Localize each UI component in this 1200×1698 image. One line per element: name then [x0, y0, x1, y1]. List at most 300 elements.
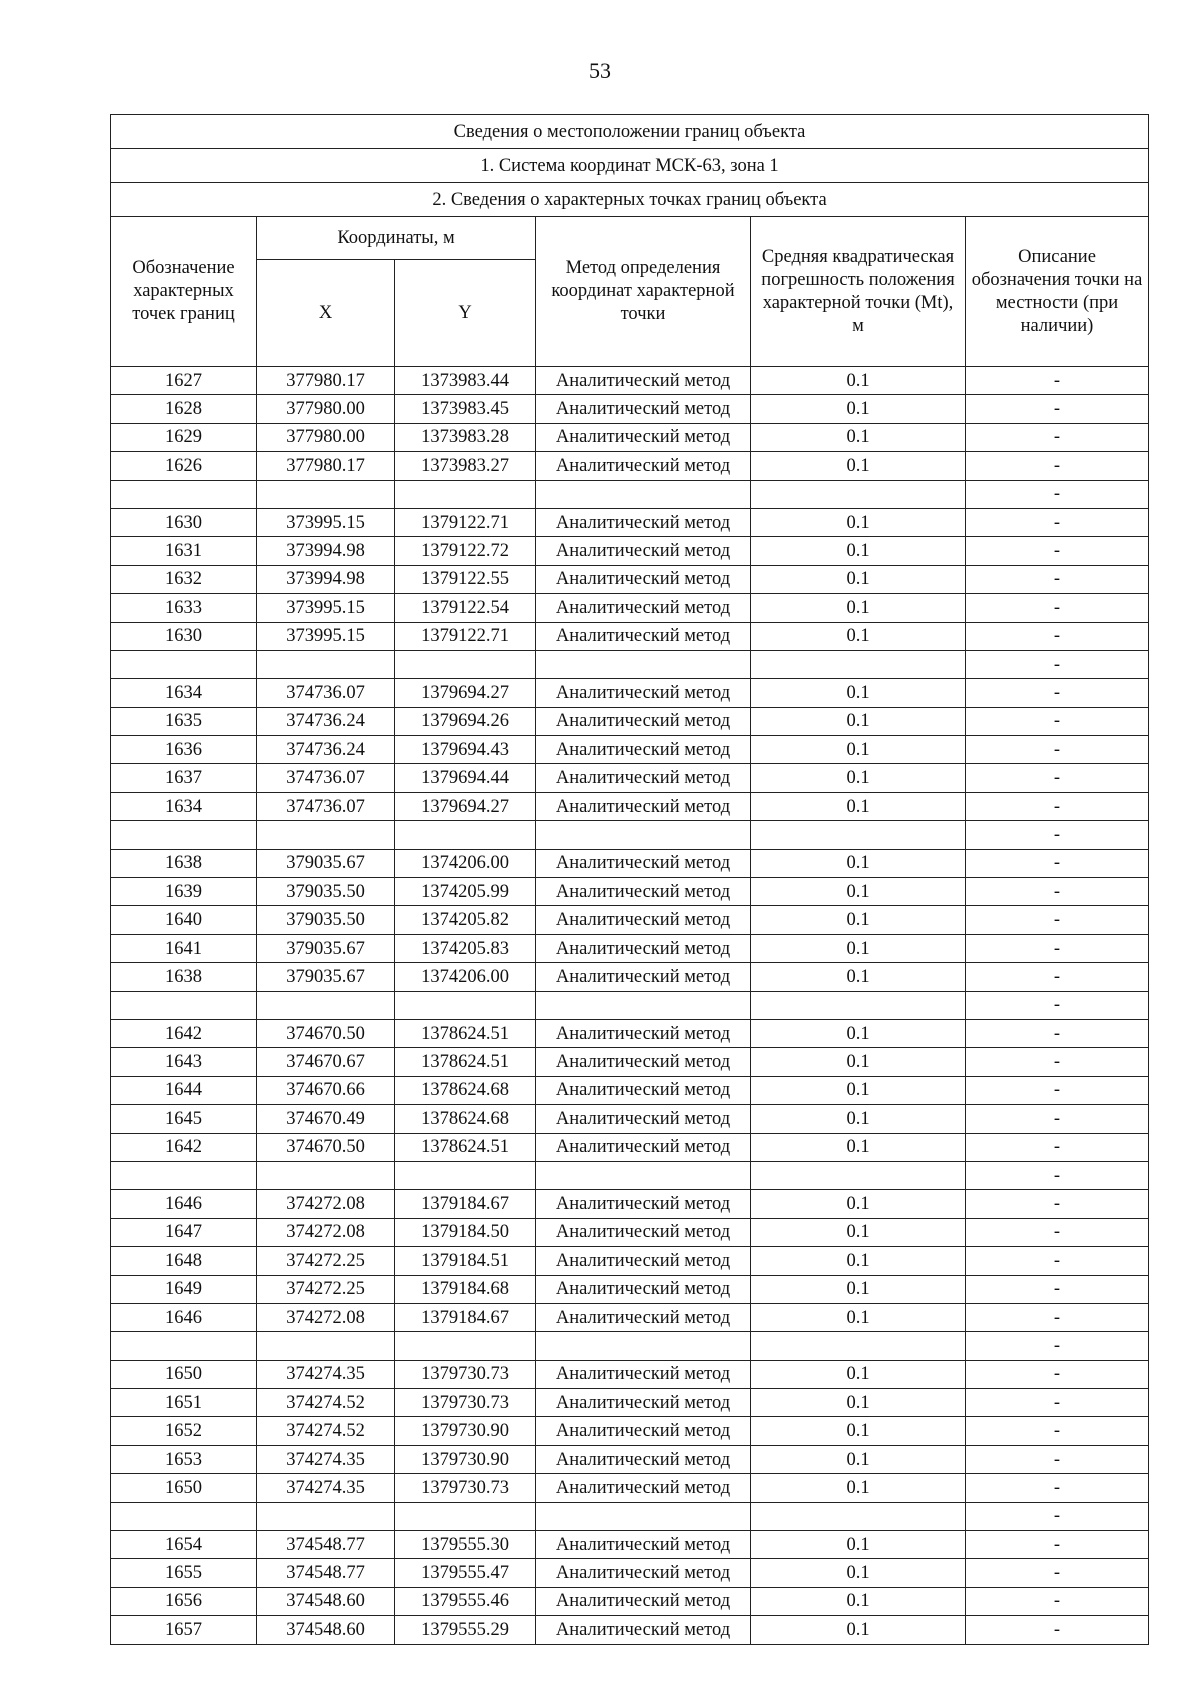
cell-x: 374670.50	[257, 1019, 395, 1047]
cell-mt: 0.1	[751, 764, 966, 792]
cell-method: Аналитический метод	[536, 1531, 751, 1559]
table-row	[111, 1247, 1149, 1275]
cell-method: Аналитический метод	[536, 537, 751, 565]
cell-description: -	[966, 1587, 1149, 1615]
cell-method: Аналитический метод	[536, 594, 751, 622]
cell-point: 1654	[111, 1531, 257, 1559]
table-row	[111, 395, 1149, 423]
cell-mt: 0.1	[751, 1105, 966, 1133]
cell-y: 1378624.51	[395, 1019, 536, 1047]
cell-x: 377980.17	[257, 367, 395, 395]
cell-mt: 0.1	[751, 1247, 966, 1275]
cell-y	[395, 991, 536, 1019]
cell-point: 1638	[111, 963, 257, 991]
cell-method: Аналитический метод	[536, 452, 751, 480]
cell-x	[257, 480, 395, 508]
cell-x: 374274.35	[257, 1360, 395, 1388]
table-row	[111, 594, 1149, 622]
cell-point: 1633	[111, 594, 257, 622]
table-row	[111, 622, 1149, 650]
cell-x: 374548.77	[257, 1531, 395, 1559]
cell-method: Аналитический метод	[536, 963, 751, 991]
cell-point: 1639	[111, 878, 257, 906]
cell-mt: 0.1	[751, 1019, 966, 1047]
cell-y: 1379694.43	[395, 736, 536, 764]
boundary-coordinates-table	[110, 114, 1149, 1645]
cell-point: 1637	[111, 764, 257, 792]
cell-point: 1656	[111, 1587, 257, 1615]
cell-y: 1379122.55	[395, 565, 536, 593]
cell-x: 377980.00	[257, 395, 395, 423]
cell-x: 374736.07	[257, 764, 395, 792]
cell-mt: 0.1	[751, 1531, 966, 1559]
table-row	[111, 1502, 1149, 1530]
cell-point	[111, 1161, 257, 1189]
cell-mt	[751, 650, 966, 678]
cell-method: Аналитический метод	[536, 1190, 751, 1218]
cell-x: 374548.60	[257, 1616, 395, 1644]
cell-point: 1657	[111, 1616, 257, 1644]
cell-y: 1379555.30	[395, 1531, 536, 1559]
table-row	[111, 1389, 1149, 1417]
cell-mt: 0.1	[751, 906, 966, 934]
cell-mt: 0.1	[751, 367, 966, 395]
cell-point: 1650	[111, 1360, 257, 1388]
cell-mt: 0.1	[751, 1275, 966, 1303]
cell-method	[536, 480, 751, 508]
header-coordinates: Координаты, м	[257, 217, 536, 260]
table-row	[111, 792, 1149, 820]
cell-mt: 0.1	[751, 1048, 966, 1076]
cell-y: 1379122.71	[395, 622, 536, 650]
table-row	[111, 537, 1149, 565]
cell-y: 1379184.67	[395, 1190, 536, 1218]
table-row	[111, 849, 1149, 877]
cell-description: -	[966, 1105, 1149, 1133]
cell-y: 1379555.47	[395, 1559, 536, 1587]
cell-point: 1646	[111, 1303, 257, 1331]
cell-x	[257, 821, 395, 849]
table-row	[111, 1218, 1149, 1246]
cell-method: Аналитический метод	[536, 764, 751, 792]
cell-method: Аналитический метод	[536, 622, 751, 650]
cell-description: -	[966, 480, 1149, 508]
cell-mt: 0.1	[751, 423, 966, 451]
cell-x: 373994.98	[257, 565, 395, 593]
cell-method: Аналитический метод	[536, 1417, 751, 1445]
header-x: X	[257, 260, 395, 367]
cell-mt: 0.1	[751, 1445, 966, 1473]
cell-mt: 0.1	[751, 1360, 966, 1388]
cell-description: -	[966, 1048, 1149, 1076]
cell-description: -	[966, 1332, 1149, 1360]
cell-mt	[751, 1502, 966, 1530]
cell-description: -	[966, 1502, 1149, 1530]
cell-x: 373995.15	[257, 622, 395, 650]
cell-mt	[751, 1332, 966, 1360]
cell-y: 1379694.26	[395, 707, 536, 735]
cell-method: Аналитический метод	[536, 1048, 751, 1076]
table-row	[111, 508, 1149, 536]
cell-point: 1626	[111, 452, 257, 480]
table-row	[111, 480, 1149, 508]
cell-method	[536, 1332, 751, 1360]
cell-point: 1629	[111, 423, 257, 451]
cell-mt: 0.1	[751, 1190, 966, 1218]
cell-y: 1374205.82	[395, 906, 536, 934]
cell-y: 1379730.73	[395, 1360, 536, 1388]
cell-x: 373994.98	[257, 537, 395, 565]
table-row	[111, 1105, 1149, 1133]
cell-description: -	[966, 622, 1149, 650]
table-row	[111, 423, 1149, 451]
cell-method	[536, 821, 751, 849]
cell-y	[395, 1502, 536, 1530]
cell-description: -	[966, 594, 1149, 622]
cell-x: 377980.17	[257, 452, 395, 480]
cell-description: -	[966, 934, 1149, 962]
cell-point: 1648	[111, 1247, 257, 1275]
table-row	[111, 1474, 1149, 1502]
cell-point: 1643	[111, 1048, 257, 1076]
cell-x: 374274.52	[257, 1389, 395, 1417]
cell-description: -	[966, 821, 1149, 849]
cell-y	[395, 650, 536, 678]
cell-description: -	[966, 1275, 1149, 1303]
table-row	[111, 821, 1149, 849]
cell-description: -	[966, 991, 1149, 1019]
cell-point: 1635	[111, 707, 257, 735]
cell-description: -	[966, 1218, 1149, 1246]
cell-x: 373995.15	[257, 594, 395, 622]
cell-y: 1379122.72	[395, 537, 536, 565]
table-body	[111, 367, 1149, 1645]
cell-y	[395, 480, 536, 508]
table-row	[111, 1531, 1149, 1559]
cell-method: Аналитический метод	[536, 1105, 751, 1133]
cell-method: Аналитический метод	[536, 679, 751, 707]
cell-point: 1649	[111, 1275, 257, 1303]
cell-point: 1627	[111, 367, 257, 395]
cell-description: -	[966, 1616, 1149, 1644]
cell-y: 1379694.27	[395, 679, 536, 707]
cell-method: Аналитический метод	[536, 1275, 751, 1303]
cell-x: 374736.07	[257, 679, 395, 707]
cell-y: 1378624.51	[395, 1048, 536, 1076]
cell-y: 1379122.71	[395, 508, 536, 536]
cell-mt: 0.1	[751, 707, 966, 735]
cell-method: Аналитический метод	[536, 906, 751, 934]
cell-point: 1644	[111, 1076, 257, 1104]
cell-point	[111, 991, 257, 1019]
page-number: 53	[589, 58, 611, 83]
cell-description: -	[966, 1247, 1149, 1275]
cell-x: 379035.67	[257, 849, 395, 877]
cell-description: -	[966, 367, 1149, 395]
cell-point: 1632	[111, 565, 257, 593]
table-row	[111, 1417, 1149, 1445]
cell-mt: 0.1	[751, 508, 966, 536]
cell-x: 374272.08	[257, 1190, 395, 1218]
table-row	[111, 1303, 1149, 1331]
cell-method: Аналитический метод	[536, 934, 751, 962]
cell-x: 374272.08	[257, 1303, 395, 1331]
table-row	[111, 963, 1149, 991]
cell-y: 1379694.27	[395, 792, 536, 820]
cell-y: 1379555.29	[395, 1616, 536, 1644]
cell-method: Аналитический метод	[536, 367, 751, 395]
cell-x	[257, 991, 395, 1019]
cell-y: 1379694.44	[395, 764, 536, 792]
table-title: Сведения о местоположении границ объекта	[111, 115, 1149, 149]
cell-method: Аналитический метод	[536, 1247, 751, 1275]
cell-mt: 0.1	[751, 792, 966, 820]
cell-description: -	[966, 1190, 1149, 1218]
cell-x	[257, 1502, 395, 1530]
table-row	[111, 1019, 1149, 1047]
cell-y: 1373983.28	[395, 423, 536, 451]
cell-y: 1378624.68	[395, 1105, 536, 1133]
cell-y	[395, 1161, 536, 1189]
table-row	[111, 1559, 1149, 1587]
cell-mt: 0.1	[751, 849, 966, 877]
table-row	[111, 991, 1149, 1019]
table-row	[111, 1445, 1149, 1473]
header-method: Метод определения координат характерной точки	[536, 217, 751, 367]
cell-description: -	[966, 963, 1149, 991]
table-row	[111, 906, 1149, 934]
cell-description: -	[966, 1417, 1149, 1445]
table-row	[111, 650, 1149, 678]
cell-mt: 0.1	[751, 1616, 966, 1644]
cell-point: 1647	[111, 1218, 257, 1246]
cell-point: 1638	[111, 849, 257, 877]
cell-mt: 0.1	[751, 452, 966, 480]
cell-description: -	[966, 1133, 1149, 1161]
cell-point	[111, 650, 257, 678]
coordinate-system: 1. Система координат МСК-63, зона 1	[111, 149, 1149, 183]
cell-method: Аналитический метод	[536, 1616, 751, 1644]
cell-method: Аналитический метод	[536, 1474, 751, 1502]
cell-description: -	[966, 565, 1149, 593]
cell-mt: 0.1	[751, 934, 966, 962]
cell-point	[111, 480, 257, 508]
cell-y: 1379122.54	[395, 594, 536, 622]
cell-mt: 0.1	[751, 622, 966, 650]
section-title: 2. Сведения о характерных точках границ объекта	[111, 183, 1149, 217]
cell-description: -	[966, 1076, 1149, 1104]
cell-mt: 0.1	[751, 594, 966, 622]
cell-y: 1379730.73	[395, 1389, 536, 1417]
cell-y: 1379730.90	[395, 1445, 536, 1473]
table-row	[111, 1190, 1149, 1218]
cell-y: 1374206.00	[395, 963, 536, 991]
cell-description: -	[966, 423, 1149, 451]
cell-method: Аналитический метод	[536, 1019, 751, 1047]
cell-mt: 0.1	[751, 537, 966, 565]
table-row	[111, 1133, 1149, 1161]
cell-x: 374274.35	[257, 1474, 395, 1502]
cell-description: -	[966, 1360, 1149, 1388]
cell-y: 1374206.00	[395, 849, 536, 877]
table-row	[111, 764, 1149, 792]
cell-point: 1628	[111, 395, 257, 423]
table-row	[111, 934, 1149, 962]
cell-point: 1630	[111, 622, 257, 650]
cell-description: -	[966, 679, 1149, 707]
cell-description: -	[966, 906, 1149, 934]
table-row	[111, 565, 1149, 593]
cell-point	[111, 1502, 257, 1530]
cell-description: -	[966, 1559, 1149, 1587]
cell-method: Аналитический метод	[536, 1559, 751, 1587]
cell-method: Аналитический метод	[536, 1389, 751, 1417]
cell-x: 379035.67	[257, 963, 395, 991]
cell-description: -	[966, 1474, 1149, 1502]
cell-y: 1378624.51	[395, 1133, 536, 1161]
cell-description: -	[966, 849, 1149, 877]
cell-y: 1379184.67	[395, 1303, 536, 1331]
cell-mt: 0.1	[751, 1389, 966, 1417]
cell-description: -	[966, 1445, 1149, 1473]
cell-y: 1379184.51	[395, 1247, 536, 1275]
cell-point	[111, 821, 257, 849]
cell-method: Аналитический метод	[536, 423, 751, 451]
cell-mt: 0.1	[751, 963, 966, 991]
table-row	[111, 452, 1149, 480]
cell-description: -	[966, 764, 1149, 792]
cell-method: Аналитический метод	[536, 1303, 751, 1331]
cell-description: -	[966, 650, 1149, 678]
cell-point: 1642	[111, 1133, 257, 1161]
cell-x: 374548.60	[257, 1587, 395, 1615]
cell-mt: 0.1	[751, 1417, 966, 1445]
cell-y: 1374205.99	[395, 878, 536, 906]
cell-x: 379035.50	[257, 878, 395, 906]
cell-method: Аналитический метод	[536, 878, 751, 906]
cell-y: 1374205.83	[395, 934, 536, 962]
cell-x: 374670.66	[257, 1076, 395, 1104]
cell-x: 374274.35	[257, 1445, 395, 1473]
cell-description: -	[966, 1303, 1149, 1331]
cell-point: 1646	[111, 1190, 257, 1218]
cell-mt: 0.1	[751, 1559, 966, 1587]
cell-mt	[751, 480, 966, 508]
cell-description: -	[966, 792, 1149, 820]
cell-method: Аналитический метод	[536, 508, 751, 536]
cell-x: 377980.00	[257, 423, 395, 451]
cell-method: Аналитический метод	[536, 1218, 751, 1246]
cell-description: -	[966, 1161, 1149, 1189]
table-row	[111, 707, 1149, 735]
cell-point: 1636	[111, 736, 257, 764]
cell-point: 1652	[111, 1417, 257, 1445]
cell-x: 374272.08	[257, 1218, 395, 1246]
cell-description: -	[966, 537, 1149, 565]
cell-x	[257, 1161, 395, 1189]
table-row	[111, 1048, 1149, 1076]
cell-x: 374736.24	[257, 736, 395, 764]
cell-description: -	[966, 707, 1149, 735]
cell-x: 374272.25	[257, 1275, 395, 1303]
cell-x	[257, 1332, 395, 1360]
cell-mt: 0.1	[751, 1303, 966, 1331]
table-row	[111, 367, 1149, 395]
cell-method: Аналитический метод	[536, 736, 751, 764]
table-row	[111, 1332, 1149, 1360]
cell-y: 1373983.45	[395, 395, 536, 423]
cell-point: 1642	[111, 1019, 257, 1047]
cell-description: -	[966, 878, 1149, 906]
table-row	[111, 1161, 1149, 1189]
cell-point: 1634	[111, 679, 257, 707]
cell-method: Аналитический метод	[536, 1076, 751, 1104]
header-point: Обозначение характерных точек границ	[111, 217, 257, 367]
header-description: Описание обозначения точки на местности (при наличии)	[966, 217, 1149, 367]
cell-mt: 0.1	[751, 1587, 966, 1615]
cell-x: 374736.24	[257, 707, 395, 735]
cell-mt: 0.1	[751, 1133, 966, 1161]
header-error: Средняя квадратическая погрешность положения характерной точки (Mt), м	[751, 217, 966, 367]
cell-x: 374670.50	[257, 1133, 395, 1161]
table-row	[111, 878, 1149, 906]
cell-mt	[751, 991, 966, 1019]
cell-x: 374670.67	[257, 1048, 395, 1076]
cell-x: 374670.49	[257, 1105, 395, 1133]
cell-method: Аналитический метод	[536, 565, 751, 593]
cell-description: -	[966, 452, 1149, 480]
cell-x: 379035.50	[257, 906, 395, 934]
cell-mt: 0.1	[751, 565, 966, 593]
table-row	[111, 1587, 1149, 1615]
cell-mt: 0.1	[751, 395, 966, 423]
cell-point: 1640	[111, 906, 257, 934]
cell-x: 379035.67	[257, 934, 395, 962]
cell-mt	[751, 821, 966, 849]
cell-point: 1655	[111, 1559, 257, 1587]
header-y: Y	[395, 260, 536, 367]
cell-method: Аналитический метод	[536, 707, 751, 735]
cell-point: 1650	[111, 1474, 257, 1502]
cell-method: Аналитический метод	[536, 395, 751, 423]
cell-mt: 0.1	[751, 1218, 966, 1246]
cell-x: 374548.77	[257, 1559, 395, 1587]
cell-mt	[751, 1161, 966, 1189]
cell-x: 374736.07	[257, 792, 395, 820]
cell-mt: 0.1	[751, 878, 966, 906]
cell-y: 1379555.46	[395, 1587, 536, 1615]
cell-point: 1641	[111, 934, 257, 962]
cell-description: -	[966, 1531, 1149, 1559]
table-row	[111, 1275, 1149, 1303]
cell-x	[257, 650, 395, 678]
cell-y	[395, 821, 536, 849]
cell-description: -	[966, 395, 1149, 423]
cell-x: 374272.25	[257, 1247, 395, 1275]
cell-y: 1379730.90	[395, 1417, 536, 1445]
cell-y: 1379184.68	[395, 1275, 536, 1303]
cell-point: 1645	[111, 1105, 257, 1133]
cell-mt: 0.1	[751, 1474, 966, 1502]
cell-description: -	[966, 736, 1149, 764]
table-row	[111, 1616, 1149, 1644]
cell-point: 1634	[111, 792, 257, 820]
cell-point: 1631	[111, 537, 257, 565]
table-row	[111, 1076, 1149, 1104]
cell-mt: 0.1	[751, 1076, 966, 1104]
cell-method	[536, 650, 751, 678]
cell-method	[536, 991, 751, 1019]
